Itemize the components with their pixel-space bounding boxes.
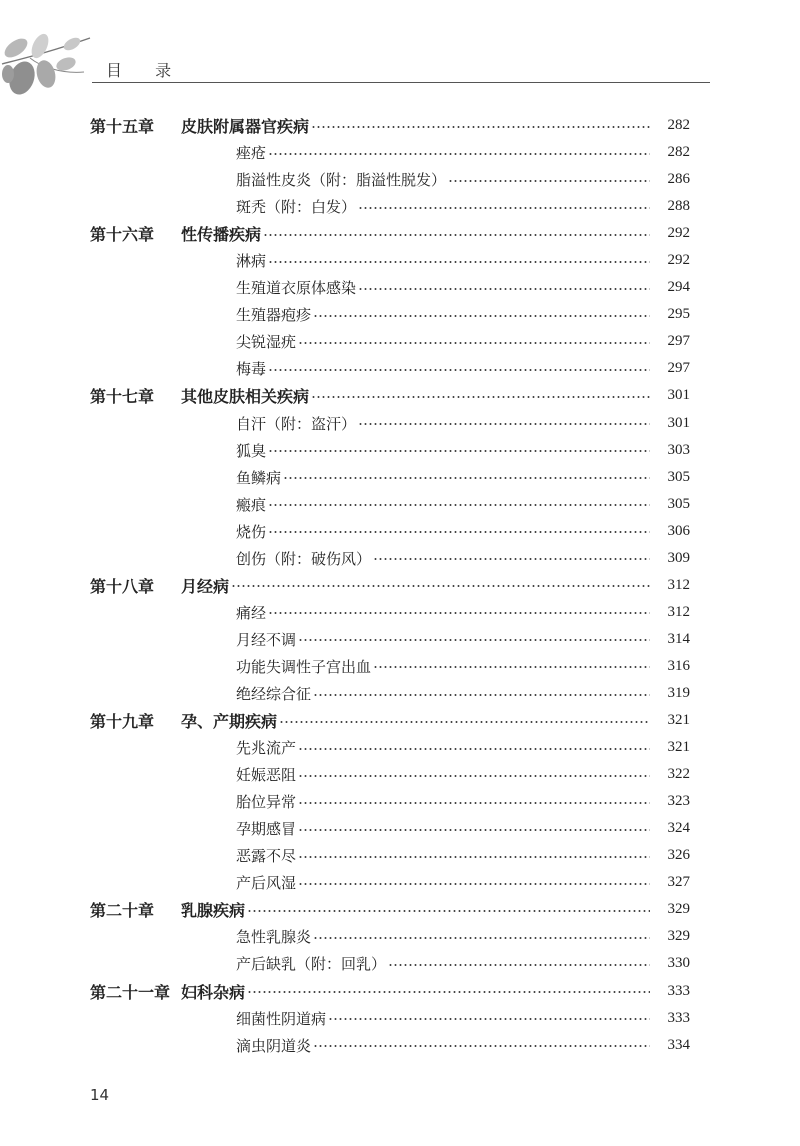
toc-page-number: 329	[667, 928, 690, 945]
toc-section-row[interactable]	[90, 653, 690, 680]
toc-section-row[interactable]	[90, 788, 690, 815]
toc-entry-title: 脂溢性皮炎（附：脂溢性脱发）	[236, 171, 447, 190]
toc-entry-title: 产后风湿	[236, 874, 297, 893]
toc-page-number: 329	[667, 901, 690, 918]
toc-entry-title: 生殖道衣原体感染	[236, 279, 357, 298]
dot-leader	[298, 342, 650, 344]
toc-page-number: 306	[667, 522, 690, 539]
toc-page-number: 330	[667, 955, 690, 972]
toc-page-number: 314	[667, 630, 690, 647]
dot-leader	[268, 261, 650, 263]
toc-page-number: 297	[667, 360, 690, 377]
dot-leader	[298, 883, 650, 885]
toc-chapter-row[interactable]	[90, 978, 690, 1005]
toc-section-row[interactable]	[90, 626, 690, 653]
toc-entry-title: 瘢痕	[236, 495, 267, 514]
toc-section-row[interactable]	[90, 355, 690, 382]
toc-entry-title: 胎位异常	[236, 793, 297, 812]
toc-page-number: 322	[667, 766, 690, 783]
toc-section-row[interactable]	[90, 1005, 690, 1032]
dot-leader	[298, 856, 650, 858]
toc-page-number: 288	[667, 198, 690, 215]
dot-leader	[373, 666, 650, 668]
toc-section-row[interactable]	[90, 680, 690, 707]
dot-leader	[268, 612, 650, 614]
toc-chapter-number: 第十七章	[90, 387, 155, 407]
toc-page-number: 323	[667, 793, 690, 810]
dot-leader	[328, 1018, 650, 1020]
dot-leader	[313, 694, 650, 696]
toc-section-row[interactable]	[90, 518, 690, 545]
toc-entry-title: 痤疮	[236, 144, 267, 163]
toc-entry-title: 生殖器疱疹	[236, 306, 312, 325]
toc-section-row[interactable]	[90, 464, 690, 491]
toc-entry-title: 斑秃（附：白发）	[236, 198, 357, 217]
toc-chapter-number: 第十五章	[90, 117, 155, 137]
page-header	[0, 0, 800, 100]
toc-chapter-number: 第十六章	[90, 225, 155, 245]
toc-entry-title: 其他皮肤相关疾病	[181, 387, 310, 407]
toc-section-row[interactable]	[90, 815, 690, 842]
toc-section-row[interactable]	[90, 1032, 690, 1059]
dot-leader	[247, 910, 650, 912]
toc-page-number: 309	[667, 549, 690, 566]
toc-entry-title: 功能失调性子宫出血	[236, 657, 372, 676]
toc-entry-title: 急性乳腺炎	[236, 928, 312, 947]
toc-section-row[interactable]	[90, 301, 690, 328]
header-divider	[92, 82, 710, 83]
toc-chapter-number: 第十九章	[90, 712, 155, 732]
toc-chapter-row[interactable]	[90, 707, 690, 734]
toc-section-row[interactable]	[90, 247, 690, 274]
dot-leader	[313, 1045, 650, 1047]
toc-page-number: 301	[667, 414, 690, 431]
toc-page-number: 316	[667, 657, 690, 674]
toc-page-number: 334	[667, 1036, 690, 1053]
toc-page-number: 282	[667, 144, 690, 161]
dot-leader	[268, 369, 650, 371]
toc-page-number: 286	[667, 171, 690, 188]
toc-page-number: 326	[667, 847, 690, 864]
leaf-branch-icon	[0, 30, 96, 100]
toc-entry-title: 恶露不尽	[236, 847, 297, 866]
dot-leader	[268, 450, 650, 452]
toc-page-number: 305	[667, 495, 690, 512]
toc-section-row[interactable]	[90, 193, 690, 220]
toc-section-row[interactable]	[90, 950, 690, 977]
toc-section-row[interactable]	[90, 869, 690, 896]
toc-chapter-row[interactable]	[90, 382, 690, 409]
dot-leader	[268, 531, 650, 533]
toc-entry-title: 滴虫阴道炎	[236, 1036, 312, 1055]
toc-chapter-row[interactable]	[90, 572, 690, 599]
toc-section-row[interactable]	[90, 842, 690, 869]
toc-chapter-number: 第十八章	[90, 576, 155, 596]
dot-leader	[283, 477, 650, 479]
toc-page-number: 282	[667, 117, 690, 134]
toc-page-number: 321	[667, 739, 690, 756]
toc-entry-title: 细菌性阴道病	[236, 1009, 327, 1028]
toc-section-row[interactable]	[90, 166, 690, 193]
toc-page-number: 324	[667, 820, 690, 837]
toc-entry-title: 产后缺乳（附：回乳）	[236, 955, 387, 974]
header-title: 目 录	[106, 61, 186, 80]
toc-section-row[interactable]	[90, 437, 690, 464]
toc-entry-title: 月经病	[181, 576, 230, 596]
toc-entry-title: 尖锐湿疣	[236, 333, 297, 352]
toc-section-row[interactable]	[90, 491, 690, 518]
dot-leader	[247, 991, 650, 993]
toc-chapter-row[interactable]	[90, 220, 690, 247]
toc-entry-title: 创伤（附：破伤风）	[236, 549, 372, 568]
toc-page-number: 312	[667, 576, 690, 593]
toc-page-number: 303	[667, 441, 690, 458]
toc-page-number: 301	[667, 387, 690, 404]
toc-entry-title: 淋病	[236, 252, 267, 271]
toc-entry-title: 性传播疾病	[181, 225, 262, 245]
dot-leader	[311, 126, 650, 128]
toc-page-number: 292	[667, 225, 690, 242]
toc-page-number: 327	[667, 874, 690, 891]
toc-section-row[interactable]	[90, 274, 690, 301]
toc-page-number: 297	[667, 333, 690, 350]
footer-page-number: 14	[90, 1086, 110, 1104]
toc-page-number: 319	[667, 685, 690, 701]
toc-section-row[interactable]	[90, 761, 690, 788]
toc-entry-title: 妇科杂病	[181, 982, 246, 1002]
toc-entry-title: 皮肤附属器官疾病	[181, 117, 310, 137]
table-of-contents	[90, 112, 690, 1059]
toc-entry-title: 月经不调	[236, 630, 297, 649]
dot-leader	[279, 721, 650, 723]
toc-entry-title: 乳腺疾病	[181, 901, 246, 921]
toc-chapter-row[interactable]	[90, 112, 690, 139]
dot-leader	[388, 964, 650, 966]
toc-section-row[interactable]	[90, 139, 690, 166]
dot-leader	[358, 288, 650, 290]
toc-entry-title: 妊娠恶阻	[236, 766, 297, 785]
toc-section-row[interactable]	[90, 599, 690, 626]
toc-page-number: 294	[667, 279, 690, 296]
dot-leader	[268, 153, 650, 155]
dot-leader	[313, 315, 650, 317]
toc-page-number: 333	[667, 982, 690, 999]
toc-section-row[interactable]	[90, 923, 690, 950]
toc-entry-title: 绝经综合征	[236, 685, 312, 703]
dot-leader	[298, 748, 650, 750]
dot-leader	[373, 558, 650, 560]
dot-leader	[358, 207, 650, 209]
toc-entry-title: 烧伤	[236, 522, 267, 541]
toc-section-row[interactable]	[90, 734, 690, 761]
dot-leader	[298, 802, 650, 804]
dot-leader	[313, 937, 650, 939]
toc-entry-title: 自汗（附：盗汗）	[236, 414, 357, 433]
toc-page-number: 292	[667, 252, 690, 269]
dot-leader	[448, 180, 650, 182]
dot-leader	[298, 775, 650, 777]
dot-leader	[231, 585, 650, 587]
toc-chapter-number: 第二十章	[90, 901, 155, 921]
toc-entry-title: 鱼鳞病	[236, 468, 282, 487]
toc-entry-title: 先兆流产	[236, 739, 297, 758]
dot-leader	[298, 639, 650, 641]
toc-page-number: 321	[667, 712, 690, 729]
toc-page-number: 333	[667, 1009, 690, 1026]
toc-entry-title: 狐臭	[236, 441, 267, 460]
toc-chapter-number: 第二十一章	[90, 982, 171, 1002]
toc-entry-title: 孕期感冒	[236, 820, 297, 839]
toc-entry-title: 梅毒	[236, 360, 267, 379]
toc-page-number: 312	[667, 603, 690, 620]
dot-leader	[298, 829, 650, 831]
toc-section-row[interactable]	[90, 545, 690, 572]
toc-section-row[interactable]	[90, 328, 690, 355]
dot-leader	[268, 504, 650, 506]
toc-entry-title: 孕、产期疾病	[181, 712, 278, 732]
toc-page-number: 305	[667, 468, 690, 485]
toc-page-number: 295	[667, 306, 690, 323]
toc-section-row[interactable]	[90, 410, 690, 437]
dot-leader	[358, 423, 650, 425]
dot-leader	[263, 234, 650, 236]
toc-entry-title: 痛经	[236, 603, 267, 622]
toc-chapter-row[interactable]	[90, 896, 690, 923]
dot-leader	[311, 396, 650, 398]
